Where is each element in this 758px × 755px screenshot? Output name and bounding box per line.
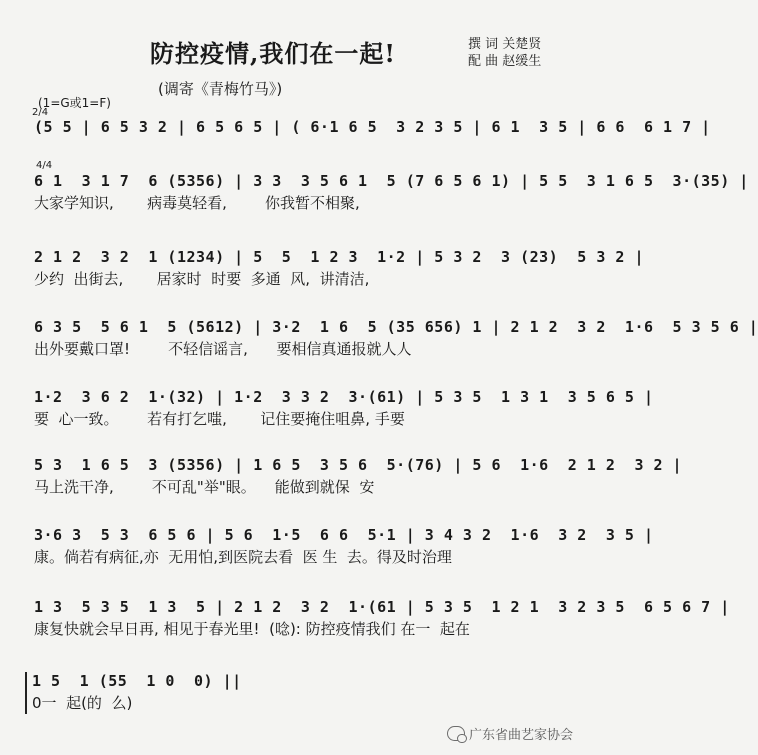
song-title: 防控疫情,我们在一起!: [150, 39, 396, 68]
notation-line: (5 5 | 6 5 3 2 | 6 5 6 5 | ( 6·1 6 5 3 2 3 5 | 6 1 3 5 | 6 6 6 1 7 |: [34, 118, 711, 136]
composer-credit: 配 曲 赵缓生: [468, 54, 542, 69]
key-signature: (1=G或1=F): [38, 96, 111, 110]
lyrics-line: 要 心一致。 若有打乞嗤, 记住要掩住咀鼻, 手要: [34, 410, 405, 428]
time-signature-verse: 4/4: [36, 160, 53, 171]
score-row: [34, 456, 683, 497]
notation-line: 2 1 2 3 2 1 (1234) | 5 5 1 2 3 1·2 | 5 3 2 3 (23) 5 3 2 |: [34, 248, 644, 266]
time-signature-intro: 2/4: [32, 107, 49, 118]
lyrics-line: 0一 起(的 么): [32, 694, 133, 712]
score-row: [34, 598, 730, 639]
notation-line: 5 3 1 6 5 3 (5356) | 1 6 5 3 5 6 5·(76) | 5 6 1·6 2 1 2 3 2 |: [34, 456, 683, 474]
notation-line: 6 3 5 5 6 1 5 (5612) | 3·2 1 6 5 (35 656) 1 | 2 1 2 3 2 1·6 5 3 5 6 |: [34, 318, 758, 336]
lyrics-line: 康。倘若有病征,亦 无用怕,到医院去看 医 生 去。得及时治理: [34, 548, 452, 566]
score-row: [34, 526, 654, 567]
credits: [468, 36, 541, 70]
notation-line: 1 5 1 (55 1 0 0) ||: [32, 672, 242, 690]
notation-line: 1·2 3 6 2 1·(32) | 1·2 3 3 2 3·(61) | 5 3 5 1 3 1 3 5 6 5 |: [34, 388, 654, 406]
lyrics-line: 康复快就会早日再, 相见于春光里! (唸): 防控疫情我们 在一 起在: [34, 620, 470, 638]
score-row: [34, 118, 711, 138]
notation-line: 1 3 5 3 5 1 3 5 | 2 1 2 3 2 1·(61 | 5 3 5 1 2 1 3 2 3 5 6 5 6 7 |: [34, 598, 730, 616]
notation-line: 6 1 3 1 7 6 (5356) | 3 3 3 5 6 1 5 (7 6 5 6 1) | 5 5 3 1 6 5 3·(35) |: [34, 172, 749, 190]
lyrics-line: 少约 出街去, 居家时 时要 多通 风, 讲清洁,: [34, 270, 370, 288]
lyrics-line: 马上洗干净, 不可乱"举"眼。 能做到就保 安: [34, 478, 375, 496]
watermark-text: 广东省曲艺家协会: [469, 728, 574, 743]
score-row: [34, 248, 644, 289]
lyricist-credit: 撰 词 关楚贤: [468, 37, 542, 52]
score-row: [34, 318, 758, 359]
ending-bracket: [25, 672, 30, 714]
lyrics-line: 出外要戴口罩! 不轻信谣言, 要相信真通报就人人: [34, 340, 412, 358]
subtitle: (调寄《青梅竹马》): [158, 80, 283, 98]
score-row: [34, 172, 749, 213]
score-row: [34, 388, 654, 429]
notation-line: 3·6 3 5 3 6 5 6 | 5 6 1·5 6 6 5·1 | 3 4 3 2 1·6 3 2 3 5 |: [34, 526, 654, 544]
publisher-watermark: [447, 724, 573, 743]
lyrics-line: 大家学知识, 病毒莫轻看, 你我暂不相聚,: [34, 194, 360, 212]
wechat-icon: [447, 726, 465, 741]
score-row-final: [32, 672, 242, 713]
